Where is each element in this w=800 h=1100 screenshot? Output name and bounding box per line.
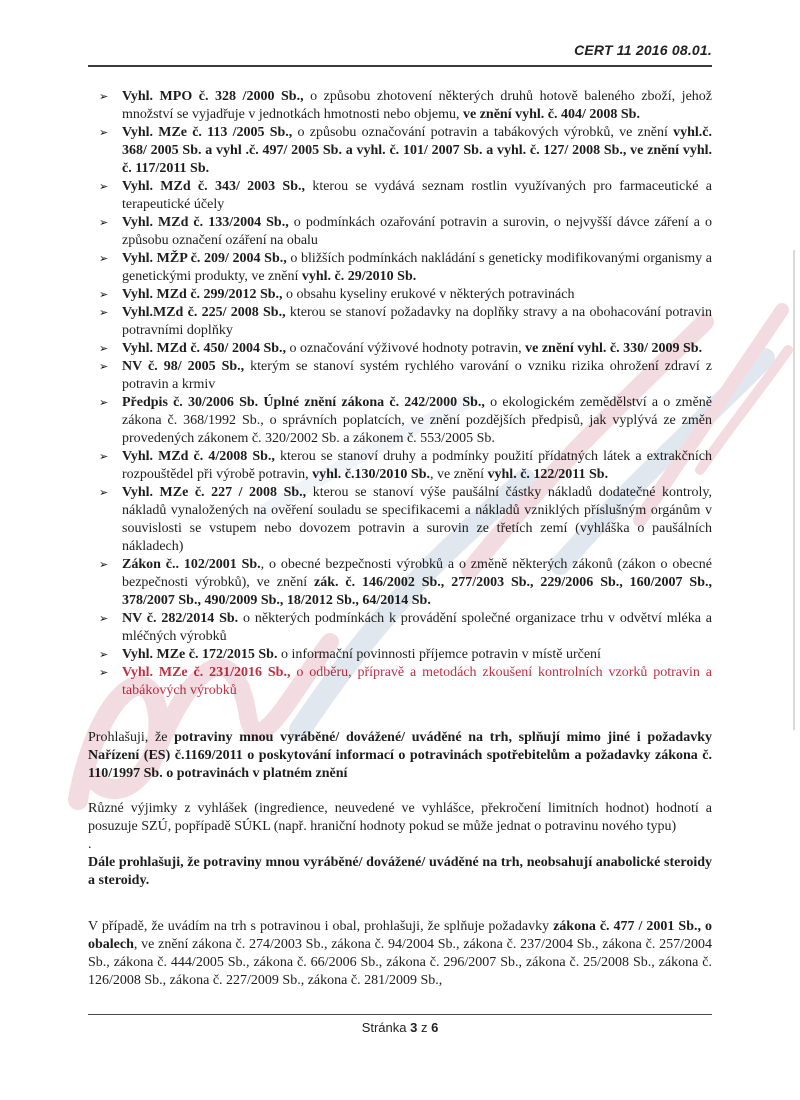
footer-label: Stránka [361, 1020, 411, 1035]
declaration-paragraph [88, 918, 712, 990]
bold-text-segment: Vyhl. MZe č. 231/2016 Sb., [122, 665, 297, 680]
bold-text-segment: Předpis č. 30/2006 Sb. Úplné znění zákona č. 242/2000 Sb., [122, 395, 491, 410]
bold-text-segment: Vyhl. MŽP č. 209/ 2004 Sb., [122, 251, 291, 266]
text-segment: kterou se stanoví požadavky na doplňky stravy a na obohacování potravin potravními doplňky [122, 305, 712, 338]
regulation-list [88, 88, 712, 700]
arrow-bullet-icon: ➢ [99, 451, 109, 463]
bold-text-segment: Vyhl. MPO č. 328 /2000 Sb., [122, 89, 311, 104]
bold-text-segment: Zákon č.. 102/2001 Sb. [122, 557, 261, 572]
arrow-bullet-icon: ➢ [99, 559, 109, 571]
regulation-text [122, 250, 712, 286]
arrow-bullet-icon: ➢ [99, 181, 109, 193]
scan-edge-artifact [793, 250, 795, 730]
text-segment: kterou se stanoví výše paušální částky nákladů dodatečné kontroly, nákladů vynaložených na ověření souladu se specifikacemi a nákladů vzniklých příslušným orgánům v souvislosti se vstupem nebo dovozem potravin a surovin ze třetích zemí (vyhláška o paušálních nákladech) [122, 485, 713, 554]
regulation-text [122, 664, 712, 700]
regulation-item [88, 394, 712, 448]
regulation-text [122, 304, 712, 340]
text-segment: , o obecné bezpečnosti výrobků a o změně některých zákonů (zákon o obecné bezpečnosti výrobků), ve znění [122, 557, 712, 590]
text-segment: o odběru, přípravě a metodách zkoušení kontrolních vzorků potravin a tabákových výrobků [122, 665, 712, 698]
regulation-text [122, 88, 712, 124]
text-segment: o některých podmínkách k provádění společné organizace trhu v odvětví mléka a mléčných výrobků [122, 611, 712, 644]
bold-text-segment: Dále prohlašuji, že potraviny mnou vyráběné/ dovážené/ uváděné na trh, neobsahují anabolické steroidy a steroidy. [88, 855, 712, 888]
regulation-item [88, 88, 712, 124]
bold-text-segment: Vyhl.MZd č. 225/ 2008 Sb., [122, 305, 290, 320]
arrow-bullet-icon: ➢ [99, 649, 109, 661]
text-segment: o bližších podmínkách nakládání s geneticky modifikovanými organismy a genetickými produkty, ve znění [122, 251, 712, 284]
regulation-text [122, 646, 712, 664]
arrow-bullet-icon: ➢ [99, 253, 109, 265]
text-segment: kterou se stanoví druhy a podmínky použití přídatných látek a extrakčních rozpouštědel při výrobě potravin, [122, 449, 712, 482]
text-segment: . [88, 837, 92, 852]
regulation-text [122, 610, 712, 646]
bold-text-segment: NV č. 98/ 2005 Sb., [122, 359, 251, 374]
text-segment: o označování výživové hodnoty potravin, [289, 341, 526, 356]
arrow-bullet-icon: ➢ [99, 361, 109, 373]
regulation-item [88, 214, 712, 250]
page-footer [88, 1014, 712, 1035]
regulation-item [88, 124, 712, 178]
declaration-paragraph [88, 854, 712, 890]
regulation-item [88, 556, 712, 610]
regulation-text [122, 124, 712, 178]
bold-text-segment: potraviny mnou vyráběné/ dovážené/ uváděné na trh, splňují mimo jiné i požadavky Nařízení (ES) č.1169/2011 o poskytování informací o potravinách spotřebitelům a požadavky zákona č. 110/1997 Sb. o potravinách v platném znění [88, 730, 712, 781]
document-body [88, 88, 712, 990]
text-segment: o podmínkách ozařování potravin a surovin, o nejvyšší dávce záření a o způsobu označení ozáření na obalu [122, 215, 712, 248]
bold-text-segment: Vyhl. MZe č. 172/2015 Sb. [122, 647, 281, 662]
regulation-item [88, 646, 712, 664]
text-segment: , ve znění [429, 467, 488, 482]
regulation-text [122, 214, 712, 250]
document-code: CERT 11 2016 08.01. [574, 42, 712, 58]
bold-text-segment: Vyhl. MZe č. 227 / 2008 Sb., [122, 485, 313, 500]
text-segment: o ekologickém zemědělství a o změně zákona č. 368/1992 Sb., o správních poplatcích, ve znění pozdějších předpisů, jak vyplývá ze změn provedených zákonem č. 320/2002 Sb. a zákonem č. 553/2005 Sb. [122, 395, 713, 446]
bold-text-segment: Vyhl. MZd č. 133/2004 Sb., [122, 215, 294, 230]
bold-text-segment: ve znění vyhl. č. 404/ 2008 Sb. [463, 107, 640, 122]
arrow-bullet-icon: ➢ [99, 217, 109, 229]
regulation-text [122, 358, 712, 394]
regulation-item [88, 610, 712, 646]
arrow-bullet-icon: ➢ [99, 487, 109, 499]
regulation-text [122, 556, 712, 610]
arrow-bullet-icon: ➢ [99, 667, 109, 679]
arrow-bullet-icon: ➢ [99, 289, 109, 301]
bold-text-segment: zák. č. 146/2002 Sb., 277/2003 Sb., 229/2006 Sb., 160/2007 Sb., 378/2007 Sb., 490/2009 Sb., 18/2012 Sb., 64/2014 Sb. [122, 575, 712, 608]
arrow-bullet-icon: ➢ [99, 307, 109, 319]
text-segment: o způsobu zhotovení některých druhů hotově baleného zboží, jehož množství se vyjadřuje v jednotkách hmotnosti nebo objemu, [122, 89, 712, 122]
bold-text-segment: vyhl.č. 368/ 2005 Sb. a vyhl .č. 497/ 2005 Sb. a vyhl. č. 101/ 2007 Sb. a vyhl. č. 127/ 2008 Sb., ve znění vyhl. č. 117/2011 Sb. [122, 125, 712, 176]
regulation-item [88, 448, 712, 484]
bold-text-segment: zákona č. 477 / 2001 Sb., o obalech [88, 919, 712, 952]
arrow-bullet-icon: ➢ [99, 613, 109, 625]
text-segment: o informační povinnosti příjemce potravin v místě určení [280, 647, 601, 662]
text-segment: V případě, že uvádím na trh s potravinou i obal, prohlašuji, že splňuje požadavky [88, 919, 554, 934]
text-segment: kterou se vydává seznam rostlin využívaných pro farmaceutické a terapeutické účely [122, 179, 712, 212]
declaration-paragraph [88, 729, 712, 783]
regulation-text [122, 394, 712, 448]
arrow-bullet-icon: ➢ [99, 91, 109, 103]
bold-text-segment: vyhl. č. 122/2011 Sb. [487, 467, 609, 482]
bold-text-segment: NV č. 282/2014 Sb. [122, 611, 244, 626]
regulation-text [122, 448, 712, 484]
regulation-item [88, 304, 712, 340]
regulation-item [88, 484, 712, 556]
bold-text-segment: Vyhl. MZd č. 343/ 2003 Sb., [122, 179, 313, 194]
arrow-bullet-icon: ➢ [99, 397, 109, 409]
regulation-text [122, 484, 712, 556]
footer-total-pages: 6 [431, 1020, 439, 1035]
bold-text-segment: Vyhl. MZd č. 4/2008 Sb., [122, 449, 281, 464]
regulation-text [122, 340, 712, 358]
regulation-item [88, 664, 712, 700]
text-segment: kterým se stanoví systém rychlého varování o vzniku rizika ohrožení zdraví z potravin a krmiv [122, 359, 712, 392]
regulation-item [88, 178, 712, 214]
text-segment: Různé výjimky z vyhlášek (ingredience, neuvedené ve vyhlášce, překročení limitních hodnot) hodnotí a posuzuje SZÚ, popřípadě SÚKL (např. hraniční hodnoty pokud se může jednat o potravinu nového typu) [88, 801, 712, 834]
text-segment: o způsobu označování potravin a tabákových výrobků, ve znění [297, 125, 674, 140]
arrow-bullet-icon: ➢ [99, 343, 109, 355]
text-segment: , ve znění zákona č. 274/2003 Sb., zákona č. 94/2004 Sb., zákona č. 237/2004 Sb., zákona č. 257/2004 Sb., zákona č. 444/2005 Sb., zákona č. 66/2006 Sb., zákona č. 296/2007 Sb., zákona č. 25/2008 Sb., zákona č. 126/2008 Sb., zákona č. 227/2009 Sb., zákona č. 281/2009 Sb., [88, 937, 712, 988]
regulation-item [88, 340, 712, 358]
regulation-item [88, 286, 712, 304]
bold-text-segment: ve znění vyhl. č. 330/ 2009 Sb. [525, 341, 703, 356]
text-segment: Prohlašuji, že [88, 730, 175, 745]
declaration-paragraph [88, 800, 712, 836]
declaration-paragraphs [88, 729, 712, 990]
header-rule [88, 65, 712, 67]
bold-text-segment: vyhl. č.130/2010 Sb. [312, 467, 430, 482]
declaration-paragraph [88, 836, 712, 854]
footer-page-number: 3 [410, 1020, 418, 1035]
footer-separator: z [417, 1020, 432, 1035]
text-segment: o obsahu kyseliny erukové v některých potravinách [286, 287, 575, 302]
bold-text-segment: Vyhl. MZd č. 450/ 2004 Sb., [122, 341, 290, 356]
regulation-item [88, 250, 712, 286]
regulation-text [122, 178, 712, 214]
bold-text-segment: Vyhl. MZd č. 299/2012 Sb., [122, 287, 287, 302]
arrow-bullet-icon: ➢ [99, 127, 109, 139]
bold-text-segment: vyhl. č. 29/2010 Sb. [301, 269, 417, 284]
regulation-item [88, 358, 712, 394]
bold-text-segment: Vyhl. MZe č. 113 /2005 Sb., [122, 125, 298, 140]
regulation-text [122, 286, 712, 304]
